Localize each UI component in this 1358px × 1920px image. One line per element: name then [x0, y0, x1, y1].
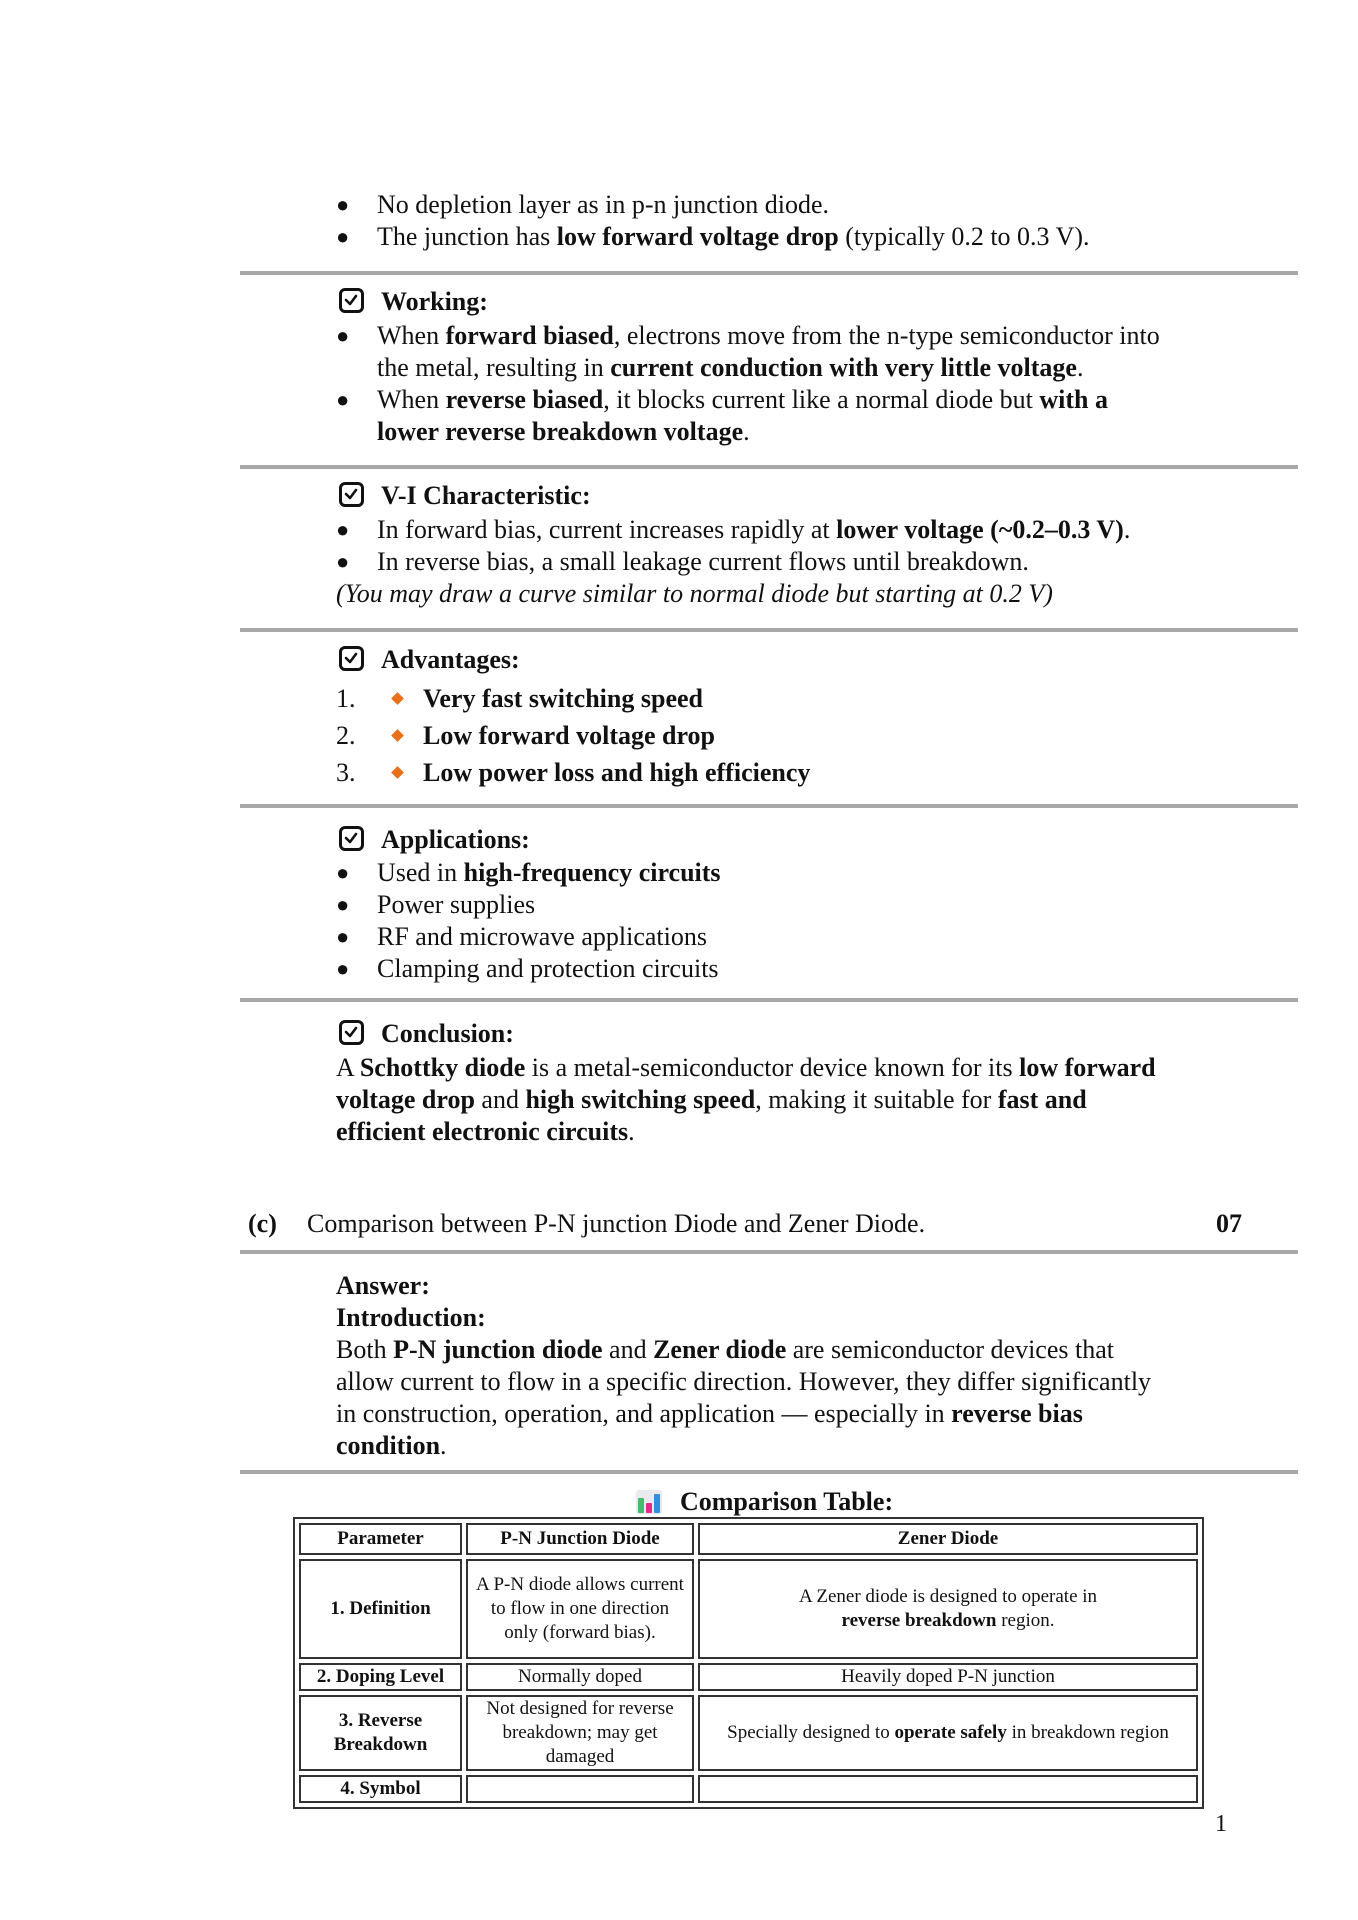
header-zener: Zener Diode: [698, 1523, 1198, 1555]
table-header-row: [299, 1523, 1198, 1555]
conclusion-line-2: voltage drop and high switching speed, making it suitable for fast and: [336, 1085, 1087, 1114]
table-row: [299, 1559, 1198, 1659]
zener-cell: A Zener diode is designed to operate in reverse breakdown region.: [698, 1559, 1198, 1659]
intro-line-4: condition.: [336, 1431, 447, 1460]
pn-cell: Not designed for reverse breakdown; may get damaged: [466, 1695, 694, 1771]
advantage-item: Low power loss and high efficiency: [423, 758, 811, 787]
section-divider: [240, 1250, 1298, 1254]
advantage-item: Low forward voltage drop: [423, 721, 716, 750]
applications-heading: Applications:: [381, 825, 530, 854]
checkbox-icon: [339, 646, 364, 671]
header-pn-junction: P-N Junction Diode: [466, 1523, 694, 1555]
bullet-icon: ●: [336, 924, 350, 949]
section-divider: [240, 628, 1298, 632]
intro-line-1: Both P-N junction diode and Zener diode are semiconductor devices that: [336, 1335, 1114, 1364]
section-divider: [240, 271, 1298, 275]
diamond-bullet-icon: [391, 766, 404, 779]
header-parameter: Parameter: [299, 1523, 462, 1555]
application-item: Used in high-frequency circuits: [377, 858, 721, 887]
bullet-icon: ●: [336, 956, 350, 981]
question-marks: 07: [1216, 1209, 1242, 1238]
section-divider: [240, 1470, 1298, 1474]
working-bullet-2-line-2: lower reverse breakdown voltage.: [377, 417, 750, 446]
bullet-icon: ●: [336, 323, 350, 348]
checkbox-icon: [339, 482, 364, 507]
bullet-icon: ●: [336, 892, 350, 917]
bullet-icon: ●: [336, 387, 350, 412]
zener-cell: Specially designed to operate safely in breakdown region: [698, 1695, 1198, 1771]
table-row: [299, 1695, 1198, 1771]
bullet-icon: ●: [336, 549, 350, 574]
question-text: Comparison between P-N junction Diode and Zener Diode.: [307, 1209, 926, 1238]
pn-cell: [466, 1775, 694, 1803]
param-cell: 3. Reverse Breakdown: [299, 1695, 462, 1771]
zener-cell: [698, 1775, 1198, 1803]
checkbox-icon: [339, 1020, 364, 1045]
intro-line-3: in construction, operation, and application — especially in reverse bias: [336, 1399, 1083, 1428]
comparison-table: [293, 1517, 1204, 1809]
vi-bullet-2: In reverse bias, a small leakage current flows until breakdown.: [377, 547, 1029, 576]
section-divider: [240, 465, 1298, 469]
table-row: [299, 1663, 1198, 1691]
bullet-icon: ●: [336, 860, 350, 885]
pn-cell: A P-N diode allows current to flow in one direction only (forward bias).: [466, 1559, 694, 1659]
question-label: (c): [248, 1209, 277, 1238]
working-bullet-1-line-2: the metal, resulting in current conduction with very little voltage.: [377, 353, 1084, 382]
table-row: [299, 1775, 1198, 1803]
checkbox-icon: [339, 826, 364, 851]
working-bullet-1-line-1: When forward biased, electrons move from the n-type semiconductor into: [377, 321, 1160, 350]
working-heading: Working:: [381, 287, 488, 316]
checkbox-icon: [339, 288, 364, 313]
bullet-icon: ●: [336, 192, 350, 217]
application-item: Clamping and protection circuits: [377, 954, 719, 983]
top-bullet-1: No depletion layer as in p-n junction diode.: [377, 190, 830, 219]
bullet-icon: ●: [336, 224, 350, 249]
answer-label: Answer:: [336, 1271, 430, 1300]
advantage-item: Very fast switching speed: [423, 684, 703, 713]
param-cell: 1. Definition: [299, 1559, 462, 1659]
vi-note: (You may draw a curve similar to normal diode but starting at 0.2 V): [336, 579, 1053, 608]
top-bullet-2: The junction has low forward voltage drop (typically 0.2 to 0.3 V).: [377, 222, 1090, 251]
intro-line-2: allow current to flow in a specific direction. However, they differ significantly: [336, 1367, 1152, 1396]
comparison-table-title: Comparison Table:: [680, 1487, 894, 1516]
advantages-heading: Advantages:: [381, 645, 520, 674]
section-divider: [240, 998, 1298, 1002]
diamond-bullet-icon: [391, 692, 404, 705]
list-number: 2.: [336, 721, 356, 750]
introduction-label: Introduction:: [336, 1303, 486, 1332]
conclusion-line-3: efficient electronic circuits.: [336, 1117, 635, 1146]
working-bullet-2-line-1: When reverse biased, it blocks current like a normal diode but with a: [377, 385, 1108, 414]
bar-chart-icon: [636, 1490, 662, 1514]
vi-heading: V-I Characteristic:: [381, 481, 591, 510]
pn-cell: Normally doped: [466, 1663, 694, 1691]
diamond-bullet-icon: [391, 729, 404, 742]
application-item: RF and microwave applications: [377, 922, 707, 951]
zener-cell: Heavily doped P-N junction: [698, 1663, 1198, 1691]
list-number: 1.: [336, 684, 356, 713]
conclusion-heading: Conclusion:: [381, 1019, 514, 1048]
vi-bullet-1: In forward bias, current increases rapidly at lower voltage (~0.2–0.3 V).: [377, 515, 1131, 544]
param-cell: 2. Doping Level: [299, 1663, 462, 1691]
application-item: Power supplies: [377, 890, 536, 919]
page-number: 1: [1215, 1811, 1227, 1837]
conclusion-line-1: A Schottky diode is a metal-semiconductor device known for its low forward: [336, 1053, 1156, 1082]
section-divider: [240, 804, 1298, 808]
param-cell: 4. Symbol: [299, 1775, 462, 1803]
list-number: 3.: [336, 758, 356, 787]
bullet-icon: ●: [336, 517, 350, 542]
